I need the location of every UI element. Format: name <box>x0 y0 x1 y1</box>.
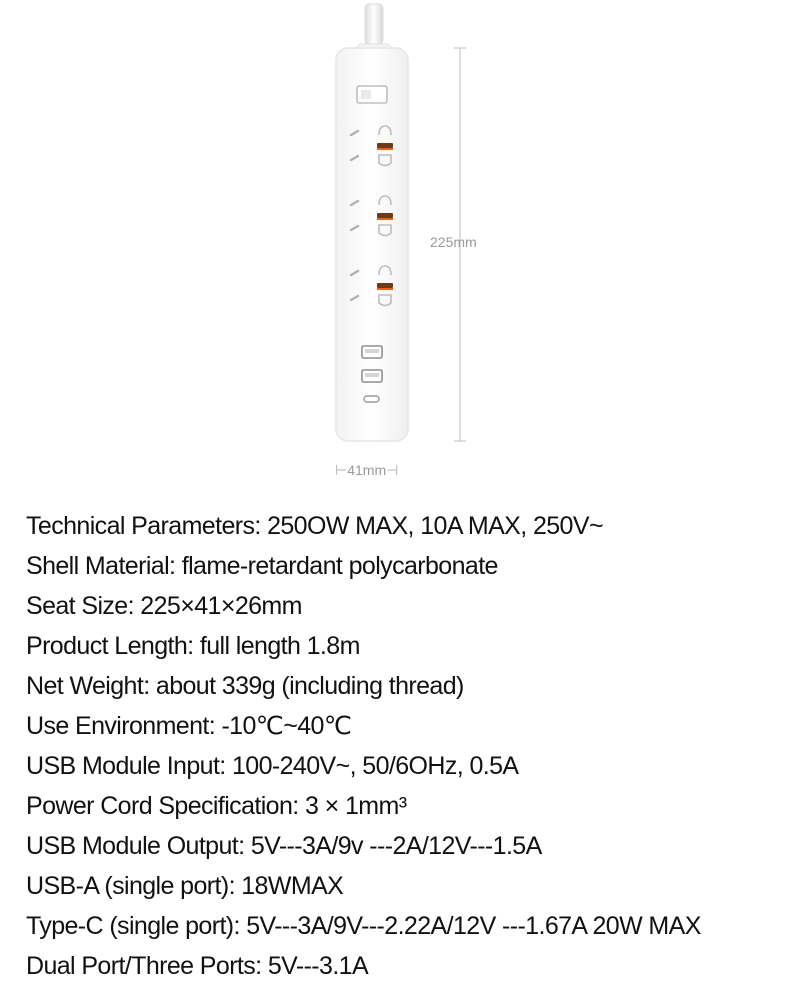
spec-usb-module-input: USB Module Input: 100-240V~, 50/6OHz, 0.5A <box>26 752 519 780</box>
spec-list <box>26 506 701 986</box>
spec-seat-size: Seat Size: 225×41×26mm <box>26 592 302 620</box>
width-right-bracket: ⊣ <box>386 462 399 478</box>
width-label <box>335 462 398 479</box>
power-switch <box>357 86 387 103</box>
usb-a-port-2 <box>362 370 382 382</box>
usb-a-port-1 <box>362 346 382 358</box>
spec-shell-material: Shell Material: flame-retardant polycarbonate <box>26 552 498 580</box>
spec-technical-parameters: Technical Parameters: 250OW MAX, 10A MAX, 250V~ <box>26 512 603 540</box>
length-label: 225mm <box>430 234 477 250</box>
spec-usb-module-output: USB Module Output: 5V---3A/9v ---2A/12V---1.5A <box>26 832 542 860</box>
power-cord <box>352 4 396 52</box>
spec-power-cord: Power Cord Specification: 3 × 1mm³ <box>26 792 407 820</box>
width-value: 41mm <box>347 462 387 478</box>
spec-dual-port: Dual Port/Three Ports: 5V---3.1A <box>26 952 369 980</box>
spec-product-length: Product Length: full length 1.8m <box>26 632 360 660</box>
width-left-bracket: ⊢ <box>335 462 348 478</box>
spec-net-weight: Net Weight: about 339g (including thread) <box>26 672 464 700</box>
spec-usb-a: USB-A (single port): 18WMAX <box>26 872 344 900</box>
usb-c-port <box>364 396 379 402</box>
spec-type-c: Type-C (single port): 5V---3A/9V---2.22A/12V ---1.67A 20W MAX <box>26 912 701 940</box>
spec-use-environment: Use Environment: -10℃~40℃ <box>26 712 352 740</box>
